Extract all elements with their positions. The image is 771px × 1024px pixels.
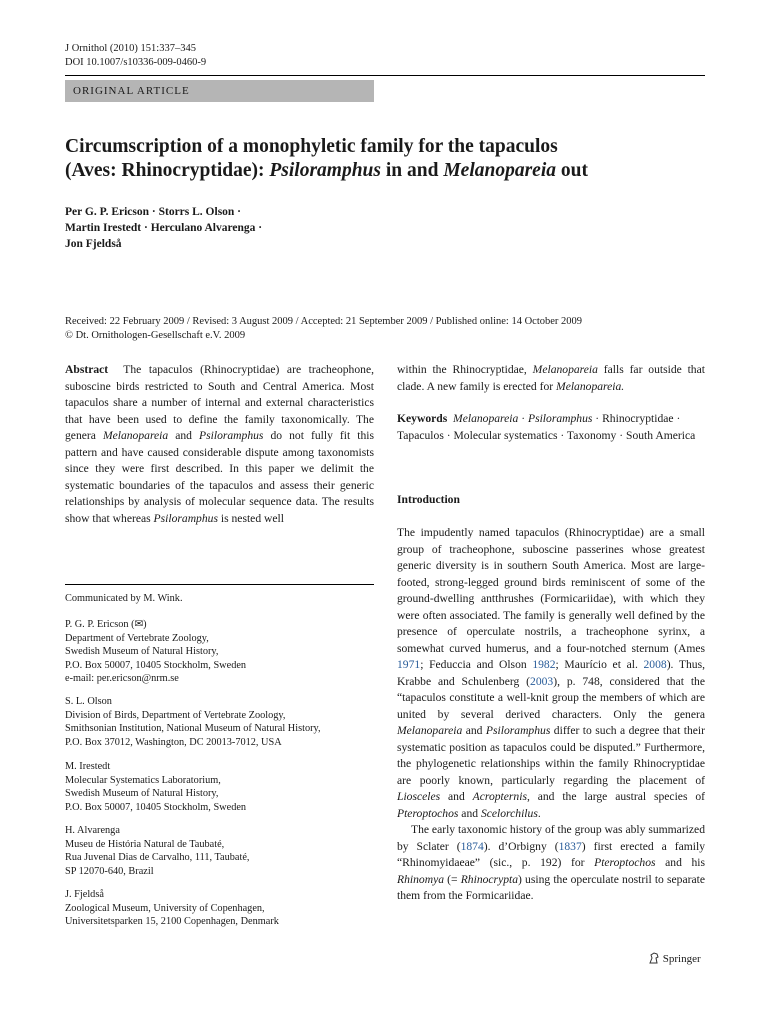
affiliation: M. Irestedt Molecular Systematics Laboratorium, Swedish Museum of Natural History, P.O. Box 50007, 10405 Stockholm, Sweden [65, 761, 247, 813]
header-rule [65, 75, 705, 76]
affiliation: P. G. P. Ericson (✉) Department of Vertebrate Zoology, Swedish Museum of Natural History, P.O. Box 50007, 10405 Stockholm, Sweden e-mail: per.ericson@nrm.se [65, 619, 247, 684]
journal-citation: J Ornithol (2010) 151:337–345 [65, 43, 196, 54]
abstract: Abstract The tapaculos (Rhinocryptidae) are tracheophone, suboscine birds restricted to South and Central America. Most tapaculos share a number of internal and external characteristics that have been used to define the family taxonomically. The genera Melanopareia and Psiloramphus do not fully fit this pattern and have caused considerable dispute among taxonomists since they were first described. In this paper we delimit the systematic boundaries of the tapaculos and assess their generic relationships by analysis of molecular sequence data. The results show that whereas Psiloramphus is nested well [65, 363, 374, 525]
affiliation: S. L. Olson Division of Birds, Department of Vertebrate Zoology, Smithsonian Institution, National Museum of Natural History, P.O. Box 37012, Washington, DC 20013-7012, USA [65, 696, 321, 748]
article-title: Circumscription of a monophyletic family for the tapaculos (Aves: Rhinocryptidae): Psiloramphus in and Melanopareia out [65, 136, 588, 181]
section-heading-introduction: Introduction [397, 493, 460, 506]
publisher-logo: Springer [648, 952, 701, 965]
introduction-body: The impudently named tapaculos (Rhinocryptidae) are a small group of tracheophone, suboscine passerines whose greatest generic diversity is in southern South America. Most are large-footed, strong-legged ground birds reminiscent of some of the ground-dwelling antthrushes (Formicariidae), with which they were often associated. The family is generally well defined by the presence of operculate nostrils, a tracheophone syrinx, a somewhat curved humerus, and a four-notched sternum (Ames 1971; Feduccia and Olson 1982; Maurício et al. 2008). Thus, Krabbe and Schulenberg (2003), p. 748, considered that the “tapaculos constitute a well-knit group the members of which are united by several derived characters. Only the genera Melanopareia and Psiloramphus differ to such a degree that their systematic position as tapaculos could be disputed.” Furthermore, the phylogenetic relationships within the family Rhinocryptidae are poorly known, particularly regarding the placement of Liosceles and Acropternis, and the large austral species of Pteroptochos and Scelorchilus. The early taxonomic history of the group was ably summarized by Sclater (1874). d’Orbigny (1837) first erected a family “Rhinomyidaeae” (sic., p. 192) for Pteroptochos and his Rhinomya (= Rhinocrypta) using the operculate nostril to separate them from the Formicariidae. [397, 526, 706, 902]
affiliation: H. Alvarenga Museu de História Natural de Taubaté, Rua Juvenal Dias de Carvalho, 111, Taubaté, SP 12070-640, Brazil [65, 825, 250, 877]
footnote-rule [65, 584, 374, 585]
communicated-by: Communicated by M. Wink. [65, 593, 183, 604]
affiliation: J. Fjeldså Zoological Museum, University of Copenhagen, Universitetsparken 15, 2100 Copenhagen, Denmark [65, 889, 279, 927]
journal-doi: DOI 10.1007/s10336-009-0460-9 [65, 57, 207, 68]
abstract-continued: within the Rhinocryptidae, Melanopareia falls far outside that clade. A new family is erected for Melanopareia. [397, 363, 705, 393]
article-type-banner: ORIGINAL ARTICLE [65, 80, 374, 102]
author-list: Per G. P. Ericson · Storrs L. Olson · Martin Irestedt · Herculano Alvarenga · Jon Fjeldså [65, 206, 263, 250]
keywords: Keywords Melanopareia · Psiloramphus · Rhinocryptidae · Tapaculos · Molecular systematics · Taxonomy · South America [397, 412, 696, 442]
publication-dates: Received: 22 February 2009 / Revised: 3 August 2009 / Accepted: 21 September 2009 / Published online: 14 October 2009 © Dt. Ornithologen-Gesellschaft e.V. 2009 [65, 316, 583, 341]
springer-horse-icon [648, 952, 660, 964]
